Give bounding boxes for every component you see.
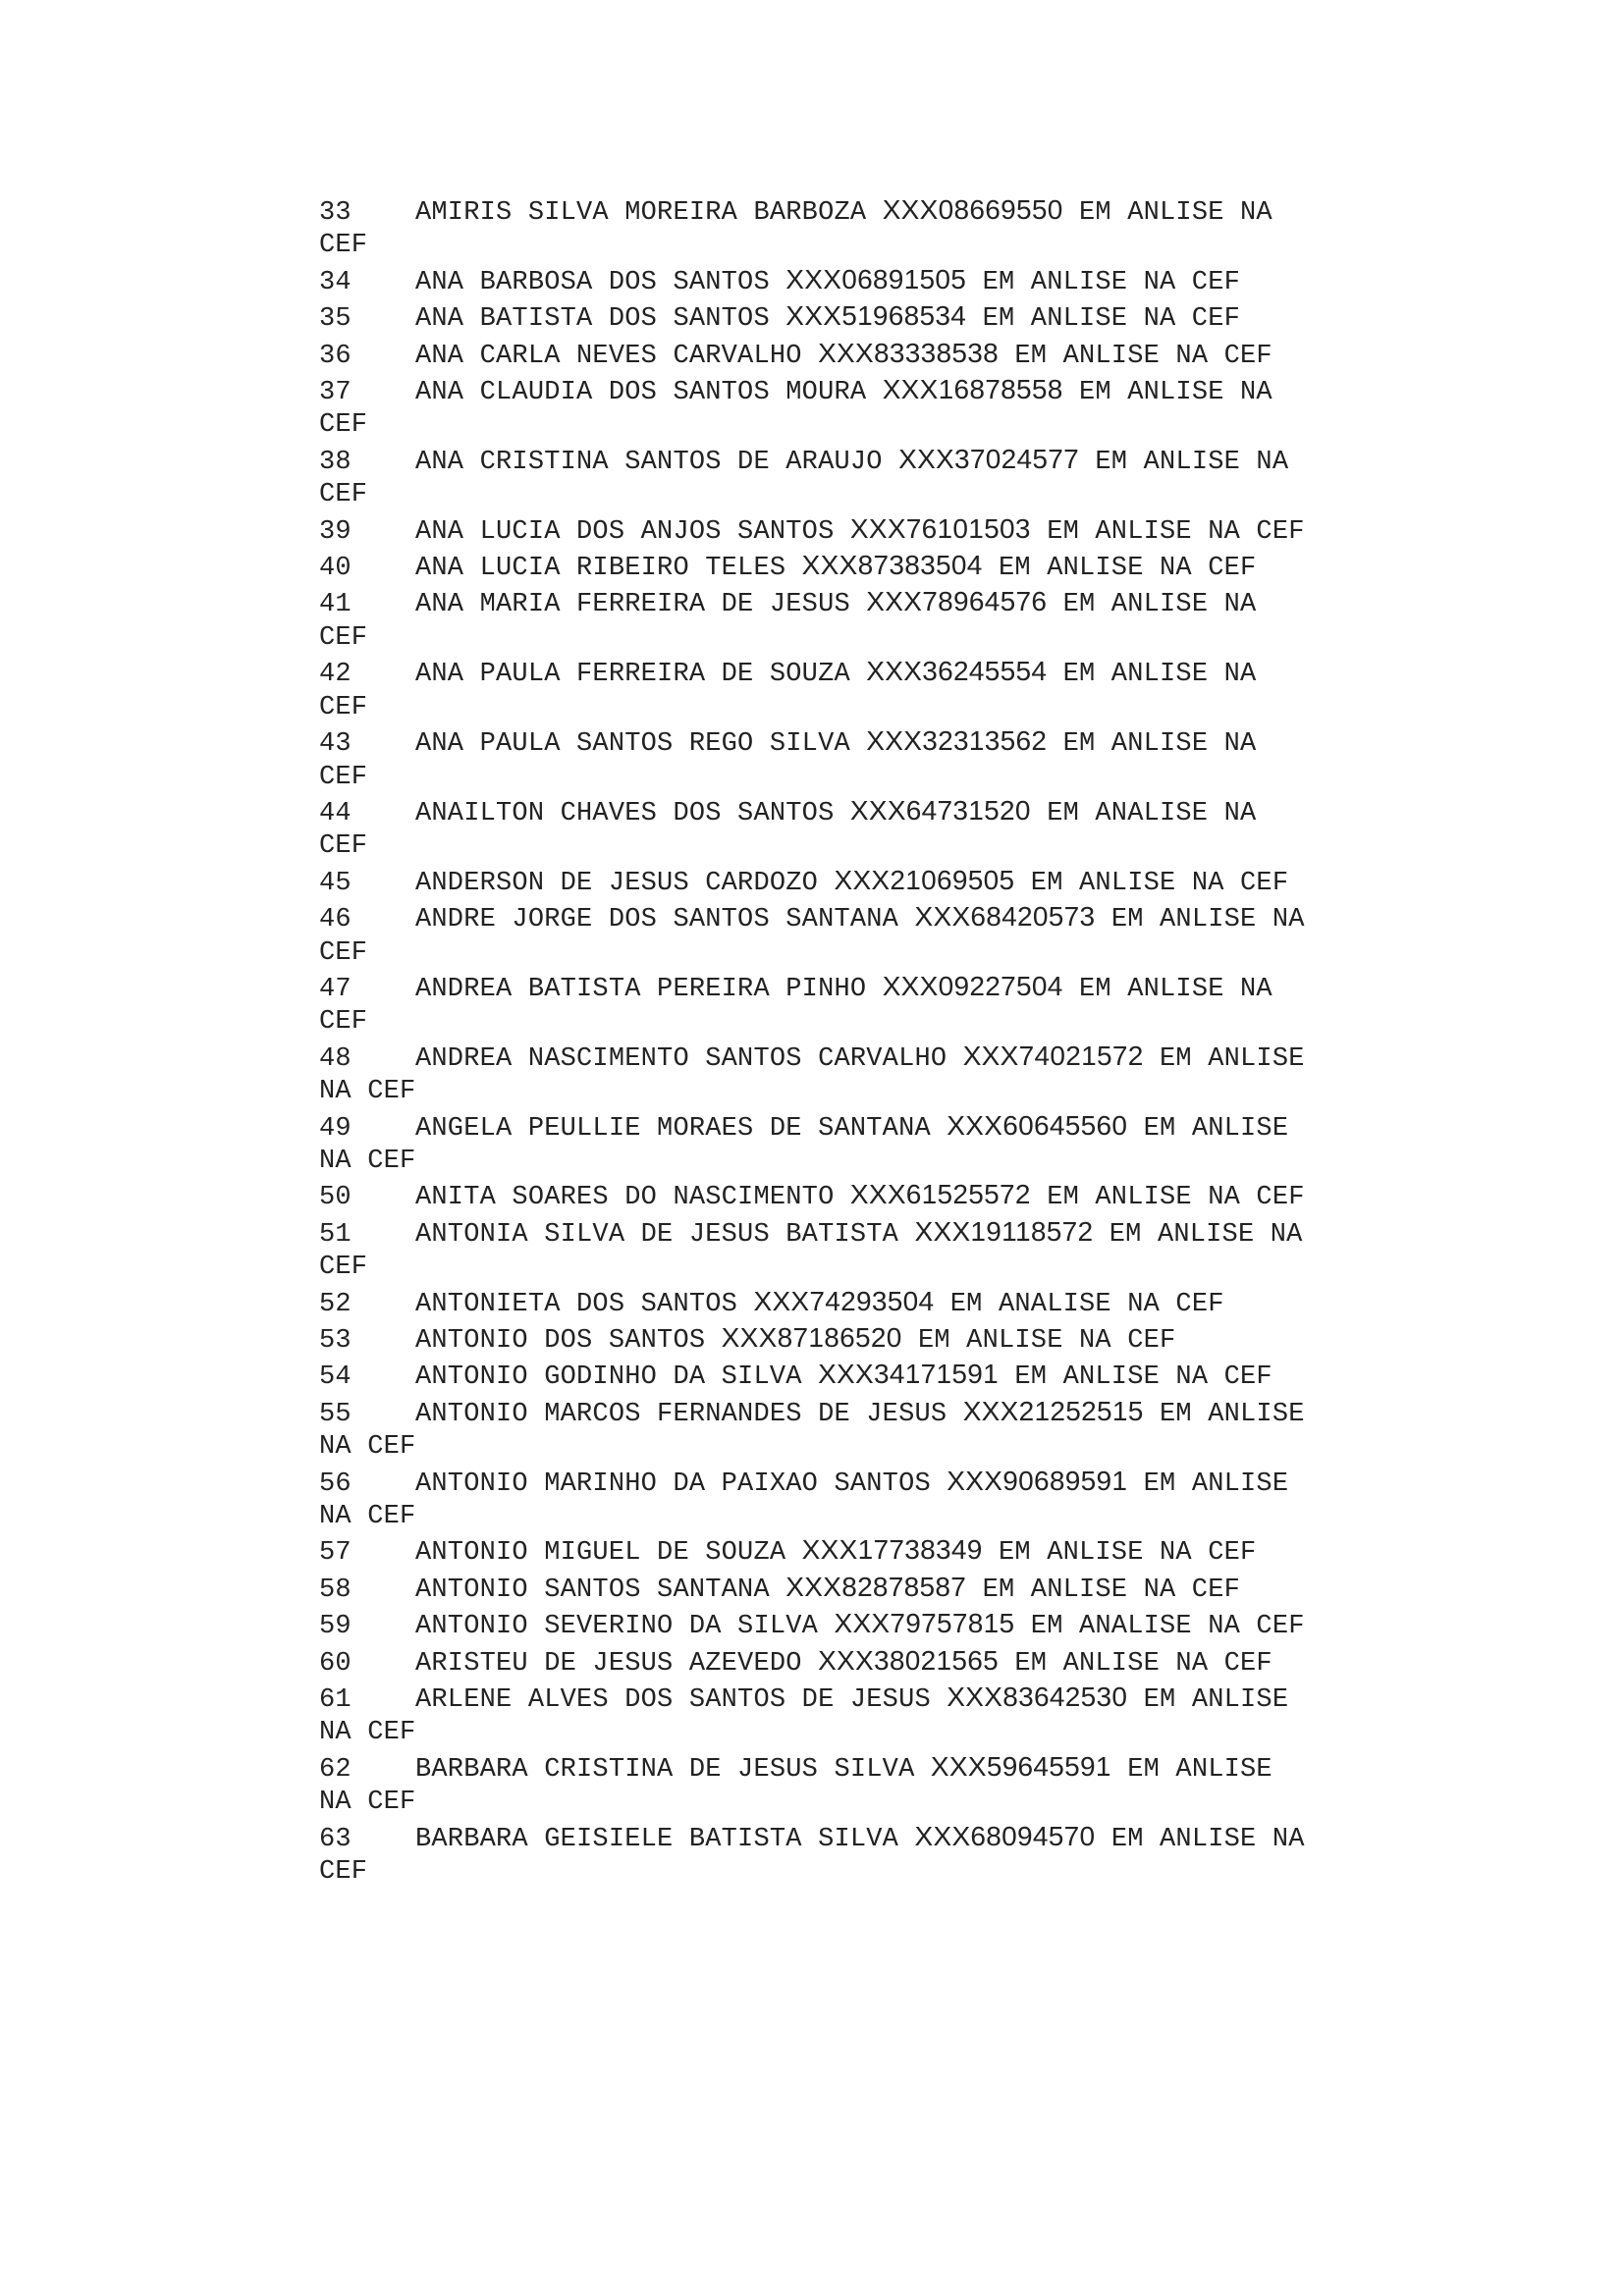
entry-cpf: XXX19118572 xyxy=(914,1215,1094,1247)
entry-status: EM ANLISE NA CEF xyxy=(319,905,1305,968)
entry-status: EM ANLISE NA CEF xyxy=(319,447,1289,510)
entry-name: ANA BATISTA DOS SANTOS xyxy=(415,304,770,335)
entry-name: ANTONIA SILVA DE JESUS BATISTA xyxy=(415,1219,899,1250)
entry-number: 37 xyxy=(319,378,352,408)
entry-status: EM ANALISE NA CEF xyxy=(949,1289,1224,1319)
entry-name: ANTONIO SANTOS SANTANA xyxy=(415,1575,770,1605)
entry-cpf: XXX79757815 xyxy=(834,1608,1015,1639)
list-item xyxy=(319,1533,1316,1570)
list-item xyxy=(319,299,1316,336)
entry-number: 59 xyxy=(319,1612,352,1642)
entry-status: EM ANLISE NA CEF xyxy=(1047,1183,1305,1213)
entry-name: ANA LUCIA DOS ANJOS SANTOS xyxy=(415,516,835,547)
entry-name: ANA CRISTINA SANTOS DE ARAUJO xyxy=(415,447,883,477)
list-item xyxy=(319,263,1316,299)
entry-number: 47 xyxy=(319,974,352,1004)
entry-status: EM ANLISE NA CEF xyxy=(319,378,1272,441)
list-item xyxy=(319,1040,1316,1109)
entry-number: 56 xyxy=(319,1468,352,1499)
entry-number: 60 xyxy=(319,1648,352,1679)
entry-number: 55 xyxy=(319,1399,352,1429)
entry-number: 34 xyxy=(319,267,352,297)
entry-cpf: XXX83642530 xyxy=(947,1682,1128,1713)
entry-cpf: XXX74021572 xyxy=(962,1040,1144,1071)
list-item xyxy=(319,724,1316,794)
list-item xyxy=(319,512,1316,549)
entry-cpf: XXX08669550 xyxy=(882,194,1063,225)
entry-number: 35 xyxy=(319,304,352,335)
entry-number: 58 xyxy=(319,1575,352,1605)
list-item xyxy=(319,970,1316,1040)
entry-cpf: XXX21069505 xyxy=(834,864,1015,895)
list-item xyxy=(319,549,1316,585)
entry-status: EM ANLISE NA CEF xyxy=(319,198,1272,261)
entry-status: EM ANLISE NA CEF xyxy=(319,660,1257,722)
entry-number: 41 xyxy=(319,590,352,620)
entry-status: EM ANLISE NA CEF xyxy=(917,1326,1176,1356)
entry-status: EM ANLISE NA CEF xyxy=(319,1468,1289,1532)
entry-name: ANTONIO GODINHO DA SILVA xyxy=(415,1362,802,1393)
entry-name: ANTONIO MIGUEL DE SOUZA xyxy=(415,1538,786,1569)
list-item xyxy=(319,794,1316,864)
entry-status: EM ANLISE NA CEF xyxy=(319,974,1272,1038)
entry-number: 43 xyxy=(319,729,352,760)
list-item xyxy=(319,1681,1316,1750)
entry-number: 49 xyxy=(319,1113,352,1144)
entry-number: 48 xyxy=(319,1043,352,1074)
list-item xyxy=(319,1321,1316,1358)
entry-number: 46 xyxy=(319,905,352,935)
list-item xyxy=(319,900,1316,970)
entry-name: ANITA SOARES DO NASCIMENTO xyxy=(415,1183,835,1213)
entry-name: BARBARA GEISIELE BATISTA SILVA xyxy=(415,1824,899,1854)
entry-status: EM ANLISE NA CEF xyxy=(319,1754,1272,1818)
list-item xyxy=(319,1178,1316,1214)
entry-number: 42 xyxy=(319,660,352,690)
list-item xyxy=(319,864,1316,900)
entry-number: 63 xyxy=(319,1824,352,1854)
list-item xyxy=(319,337,1316,373)
entry-name: ANA LUCIA RIBEIRO TELES xyxy=(415,554,786,584)
entry-cpf: XXX68420573 xyxy=(914,901,1096,933)
entry-cpf: XXX36245554 xyxy=(866,656,1048,687)
entry-cpf: XXX76101503 xyxy=(849,512,1031,544)
entry-name: ANA BARBOSA DOS SANTOS xyxy=(415,267,770,297)
entry-name: ARLENE ALVES DOS SANTOS DE JESUS xyxy=(415,1685,931,1716)
entry-status: EM ANLISE NA CEF xyxy=(982,267,1241,297)
list-item xyxy=(319,1465,1316,1534)
entries-list xyxy=(319,193,1316,1890)
entry-number: 51 xyxy=(319,1219,352,1250)
list-item xyxy=(319,1215,1316,1285)
entry-name: ANDREA NASCIMENTO SANTOS CARVALHO xyxy=(415,1043,947,1074)
list-item xyxy=(319,373,1316,443)
entry-number: 57 xyxy=(319,1538,352,1569)
entry-cpf: XXX38021565 xyxy=(818,1644,999,1676)
entry-name: BARBARA CRISTINA DE JESUS SILVA xyxy=(415,1754,915,1785)
entry-name: AMIRIS SILVA MOREIRA BARBOZA xyxy=(415,198,867,228)
entry-status: EM ANLISE NA CEF xyxy=(1014,1362,1272,1393)
entry-name: ANTONIETA DOS SANTOS xyxy=(415,1289,738,1319)
entry-status: EM ANALISE NA CEF xyxy=(1030,1612,1305,1642)
entry-status: EM ANLISE NA CEF xyxy=(1047,516,1305,547)
list-item xyxy=(319,193,1316,263)
entry-name: ANDRE JORGE DOS SANTOS SANTANA xyxy=(415,905,899,935)
entry-cpf: XXX59645591 xyxy=(930,1750,1111,1782)
list-item xyxy=(319,1285,1316,1321)
entry-cpf: XXX90689591 xyxy=(947,1465,1128,1496)
entry-cpf: XXX74293504 xyxy=(753,1285,935,1316)
entry-cpf: XXX64731520 xyxy=(849,794,1031,826)
list-item xyxy=(319,655,1316,724)
list-item xyxy=(319,1820,1316,1890)
entry-status: EM ANLISE NA CEF xyxy=(319,729,1257,792)
entry-name: ANDERSON DE JESUS CARDOZO xyxy=(415,868,819,898)
entry-status: EM ANLISE NA CEF xyxy=(982,1575,1241,1605)
entry-status: EM ANLISE NA CEF xyxy=(319,1043,1305,1107)
entry-status: EM ANLISE NA CEF xyxy=(998,554,1257,584)
entry-status: EM ANLISE NA CEF xyxy=(1030,868,1289,898)
entry-cpf: XXX32313562 xyxy=(866,725,1048,757)
entry-cpf: XXX61525572 xyxy=(849,1179,1031,1210)
entry-cpf: XXX09227504 xyxy=(882,970,1063,1001)
entry-cpf: XXX87383504 xyxy=(801,550,983,581)
entry-number: 61 xyxy=(319,1685,352,1716)
entry-name: ANTONIO MARCOS FERNANDES DE JESUS xyxy=(415,1399,947,1429)
entry-status: EM ANLISE NA CEF xyxy=(319,1219,1303,1283)
list-item xyxy=(319,1109,1316,1179)
entry-number: 44 xyxy=(319,798,352,828)
list-item xyxy=(319,1607,1316,1643)
entry-number: 62 xyxy=(319,1754,352,1785)
entry-number: 39 xyxy=(319,516,352,547)
entry-cpf: XXX82878587 xyxy=(785,1571,967,1602)
entry-number: 40 xyxy=(319,554,352,584)
entry-number: 38 xyxy=(319,447,352,477)
entry-name: ANTONIO SEVERINO DA SILVA xyxy=(415,1612,819,1642)
entry-status: EM ANLISE NA CEF xyxy=(319,1399,1305,1463)
entry-name: ANA MARIA FERREIRA DE JESUS xyxy=(415,590,850,620)
list-item xyxy=(319,1750,1316,1820)
entry-cpf: XXX87186520 xyxy=(721,1322,902,1353)
entry-cpf: XXX37024577 xyxy=(898,443,1079,474)
list-item xyxy=(319,585,1316,655)
entry-name: ANTONIO MARINHO DA PAIXAO SANTOS xyxy=(415,1468,931,1499)
entry-name: ANA CLAUDIA DOS SANTOS MOURA xyxy=(415,378,867,408)
entry-cpf: XXX16878558 xyxy=(882,374,1063,405)
entry-name: ANGELA PEULLIE MORAES DE SANTANA xyxy=(415,1113,931,1144)
entry-status: EM ANLISE NA CEF xyxy=(982,304,1241,335)
entry-name: ANAILTON CHAVES DOS SANTOS xyxy=(415,798,835,828)
list-item xyxy=(319,1571,1316,1607)
entry-name: ANA CARLA NEVES CARVALHO xyxy=(415,341,802,371)
entry-status: EM ANLISE NA CEF xyxy=(1014,1648,1272,1679)
list-item xyxy=(319,1644,1316,1681)
entry-cpf: XXX51968534 xyxy=(785,300,967,332)
entry-name: ARISTEU DE JESUS AZEVEDO xyxy=(415,1648,802,1679)
entry-cpf: XXX83338538 xyxy=(818,337,999,368)
list-item xyxy=(319,1395,1316,1465)
entry-cpf: XXX06891505 xyxy=(785,263,967,294)
entry-status: EM ANLISE NA CEF xyxy=(319,1113,1289,1176)
entry-name: ANA PAULA FERREIRA DE SOUZA xyxy=(415,660,850,690)
entry-number: 45 xyxy=(319,868,352,898)
entry-cpf: XXX68094570 xyxy=(914,1820,1096,1851)
entry-status: EM ANLISE NA CEF xyxy=(319,1685,1289,1748)
list-item xyxy=(319,443,1316,512)
entry-number: 54 xyxy=(319,1362,352,1393)
entry-number: 50 xyxy=(319,1183,352,1213)
entry-status: EM ANLISE NA CEF xyxy=(998,1538,1257,1569)
entry-cpf: XXX21252515 xyxy=(962,1395,1144,1426)
entry-cpf: XXX78964576 xyxy=(866,586,1048,617)
list-item xyxy=(319,1358,1316,1394)
entry-name: ANA PAULA SANTOS REGO SILVA xyxy=(415,729,850,760)
entry-cpf: XXX17738349 xyxy=(801,1534,983,1566)
entry-name: ANTONIO DOS SANTOS xyxy=(415,1326,706,1356)
entry-number: 52 xyxy=(319,1289,352,1319)
entry-status: EM ANLISE NA CEF xyxy=(1014,341,1272,371)
entry-number: 53 xyxy=(319,1326,352,1356)
entry-name: ANDREA BATISTA PEREIRA PINHO xyxy=(415,974,867,1004)
entry-number: 36 xyxy=(319,341,352,371)
entry-cpf: XXX60645560 xyxy=(947,1109,1128,1141)
entry-status: EM ANALISE NA CEF xyxy=(319,798,1257,862)
entry-cpf: XXX34171591 xyxy=(818,1359,999,1390)
entry-status: EM ANLISE NA CEF xyxy=(319,1824,1305,1888)
entry-number: 33 xyxy=(319,198,352,228)
entry-status: EM ANLISE NA CEF xyxy=(319,590,1257,653)
